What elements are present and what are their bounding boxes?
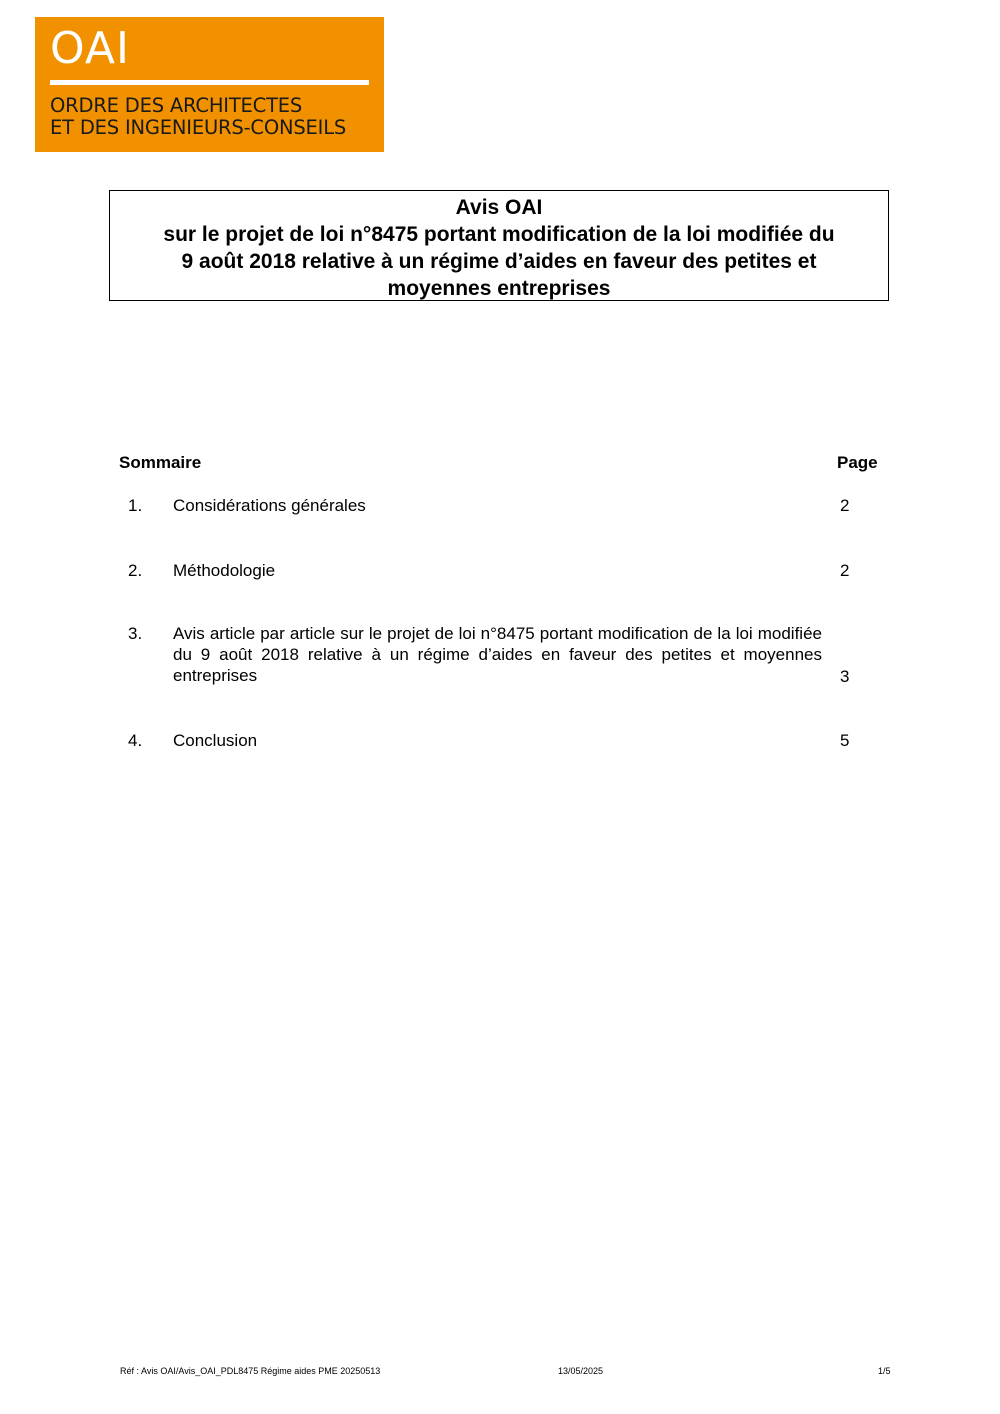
toc-item-number: 3. — [128, 624, 143, 643]
toc-item-page: 3 — [840, 667, 850, 686]
logo-name-line-1: ORDRE DES ARCHITECTES — [50, 94, 303, 117]
toc-item-text[interactable]: Avis article par article sur le projet de loi n°8475 portant modification de la loi modifiée du 9 août 2018 relative à un régime d’aides en faveur des petites et moyennes entreprises — [173, 624, 822, 685]
toc-item-page: 5 — [840, 731, 850, 750]
footer-page-number: 1/5 — [878, 1366, 891, 1376]
toc-item-number: 4. — [128, 731, 143, 750]
footer-reference: Réf : Avis OAI/Avis_OAI_PDL8475 Régime aides PME 20250513 — [120, 1366, 381, 1376]
oai-logo — [35, 17, 384, 152]
logo-name-line-2: ET DES INGENIEURS-CONSEILS — [50, 116, 347, 139]
toc-item-page: 2 — [840, 496, 850, 515]
toc-item-text[interactable]: Méthodologie — [173, 561, 276, 580]
title-line-4: moyennes entreprises — [387, 277, 611, 300]
toc-item-number: 2. — [128, 561, 143, 580]
toc-item-page: 2 — [840, 561, 850, 580]
title-line-2: sur le projet de loi n°8475 portant modification de la loi modifiée du — [163, 223, 835, 246]
toc-item-number: 1. — [128, 496, 143, 515]
document-title-box — [109, 190, 889, 301]
toc-heading: Sommaire — [119, 453, 202, 472]
footer-date: 13/05/2025 — [558, 1366, 604, 1376]
logo-divider — [50, 80, 369, 85]
toc-item-text[interactable]: Considérations générales — [173, 496, 366, 515]
title-line-1: Avis OAI — [455, 196, 543, 219]
title-line-3: 9 août 2018 relative à un régime d’aides en faveur des petites et — [181, 250, 817, 273]
toc-item-text[interactable]: Conclusion — [173, 731, 258, 750]
toc-page-heading: Page — [837, 453, 878, 472]
logo-abbreviation: OAI — [50, 23, 130, 74]
